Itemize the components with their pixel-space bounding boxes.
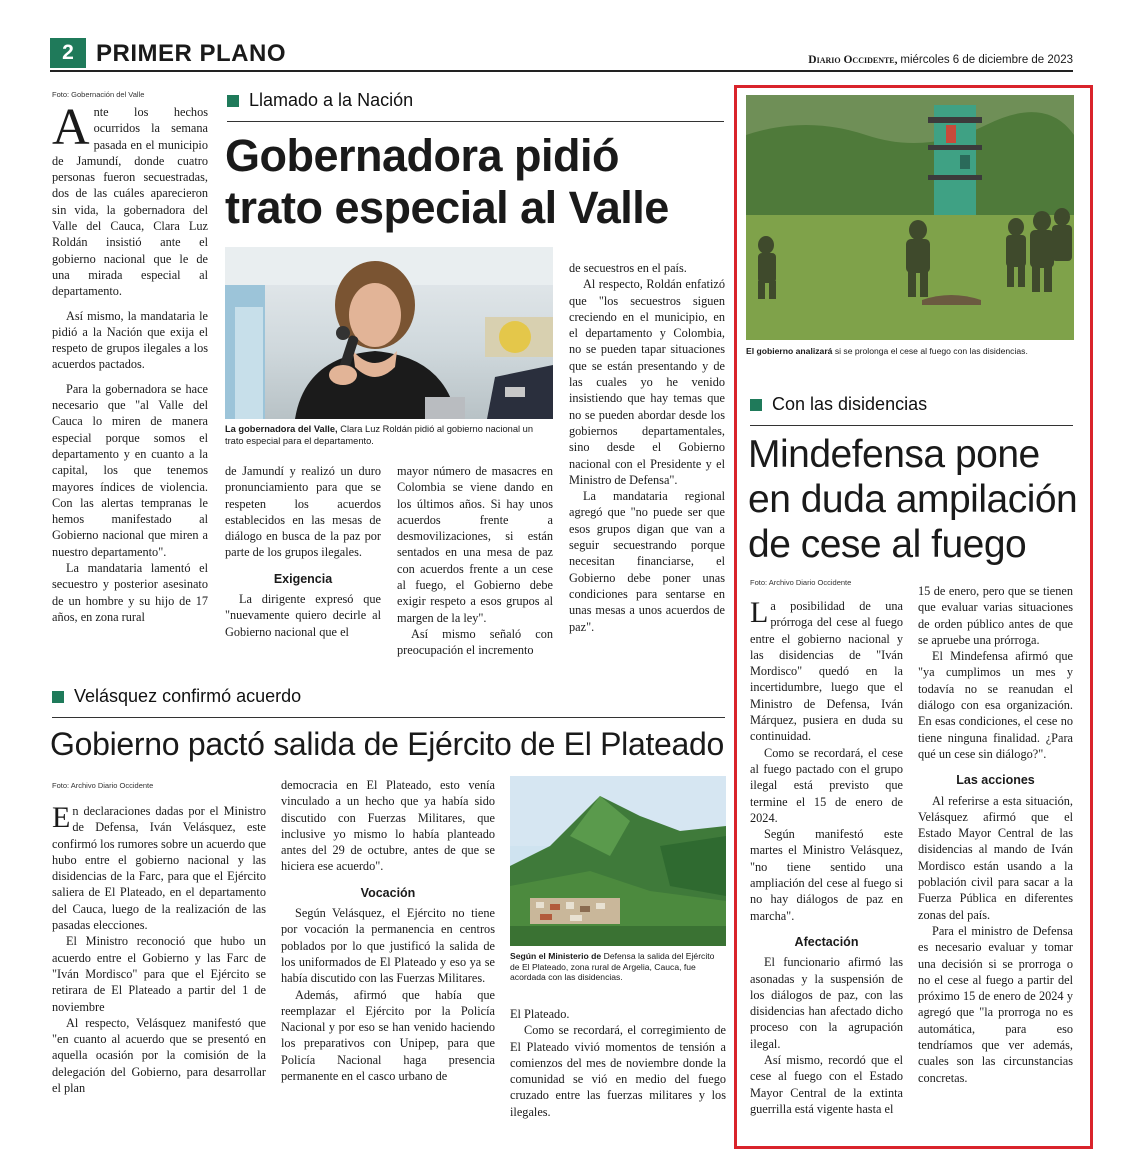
article2-col1 — [52, 803, 266, 1096]
subhead: Las acciones — [956, 773, 1035, 788]
mountain-illustration — [510, 776, 726, 946]
paragraph: El funcionario afirmó las asonadas y la suspensión de los diálogos de paz, con las disidencias han afectado dicho proceso con la agrupación ilegal. — [750, 955, 903, 1051]
kicker-rule — [52, 717, 725, 718]
soldiers-photo — [746, 95, 1074, 340]
paragraph: Al referirse a esta situación, Velásquez afirmó que el Estado Mayor Central de las disidencias al mando de Iván Mordisco están usando a la población civil para sacar a la Fuerza Pública en diferentes zonas del país. — [918, 793, 1073, 922]
kicker-text: Llamado a la Nación — [249, 90, 414, 110]
kicker-text: Velásquez confirmó acuerdo — [74, 686, 302, 706]
article1-col1 — [52, 99, 208, 625]
paragraph: mayor número de masacres en Colombia se viene dando en los últimos años. Si hay unos acuerdos frente a desmovilizaciones, si están sentados en una mesa de paz con acuerdos frente a un cese al fuego, el Gobierno debe exigir respeto a esos grupos al margen de la ley". — [397, 464, 553, 625]
headline: Gobierno pactó salida de Ejército de El Plateado — [50, 726, 725, 762]
caption-bold: El gobierno analizará — [746, 346, 833, 356]
paragraph: Así mismo, recordó que el cese al fuego con el Estado Mayor Central de la extinta guerrilla está vigente hasta el — [750, 1053, 903, 1116]
kicker-text: Con las disidencias — [772, 394, 928, 414]
headline-line: en duda ampilación — [748, 478, 1078, 521]
article2-col2 — [281, 777, 495, 1084]
kicker — [52, 686, 301, 707]
article1-col4 — [569, 260, 725, 635]
masthead-info — [808, 54, 1073, 66]
subhead: Exigencia — [273, 571, 333, 586]
caption-bold: Según el Ministerio de — [510, 951, 602, 961]
paragraph: a posibilidad de una prórroga del cese al fuego entre el gobierno nacional y las disidencias de "Iván Mordisco" quedó en la incertidumbre, luego que el Ministro de Defensa, Iván Márquez, pusiera en duda su continuidad. — [750, 599, 903, 744]
header-rule — [50, 70, 1073, 72]
governor-illustration — [225, 247, 553, 419]
caption-text: Defensa la salida del Ejército de El Plateado, zona rural de Argelia, Cauca, fue acordada con las disidencias. — [510, 951, 715, 983]
dropcap: E — [52, 801, 71, 834]
paragraph: 15 de enero, pero que se tienen que evaluar varias situaciones de orden público antes de que se apruebe una prórroga. — [918, 584, 1073, 647]
paragraph: Como se recordará, el corregimiento de El Plateado vivió momentos de tensión a comienzos del mes de noviembre donde la comunidad se vió en medio del fuego cruzado entre las fuerzas militares y los ilegales. — [510, 1023, 726, 1119]
headline — [225, 130, 669, 234]
headline-line: Mindefensa pone — [748, 433, 1040, 476]
paragraph: Así mismo, la mandataria le pidió a la Nación que exija el respeto de grupos ilegales a los acuerdos pactados. — [52, 308, 208, 372]
paragraph: El Plateado. — [510, 1007, 570, 1021]
paragraph: Para la gobernadora se hace necesario que "al Valle del Cauca lo miren de manera especial porque somos el departamento y en cuanto a la capital, los que tenemos mayores índices de violencia. Con las alertas tempranas le hemos manifestado al Gobierno nacional que miren a nuestro departamento". — [52, 381, 208, 559]
article1-col2 — [225, 463, 381, 640]
photo-caption — [225, 424, 553, 447]
section-square-icon — [750, 399, 762, 411]
kicker-rule — [750, 425, 1073, 426]
dropcap: L — [750, 596, 769, 629]
paragraph: La mandataria lamentó el secuestro y posterior asesinato de un hombre y su hijo de 17 años, en zona rural — [52, 561, 208, 624]
photo-caption — [510, 951, 726, 983]
headline-line: Gobernadora pidió — [225, 130, 620, 181]
paragraph: Para el ministro de Defensa es necesario evaluar y tomar una decisión si se prorroga o no el cese al fuego a partir del próximo 15 de enero de 2024 y agregó que "la prorroga no es automática, para eso tendríamos que ver además, cuales son las circunstancias concretas. — [918, 923, 1073, 1085]
article1-col3 — [397, 463, 553, 659]
paragraph: La dirigente expresó que "nuevamente quiero decirle al Gobierno nacional que el — [225, 592, 381, 639]
paragraph: de secuestros en el país. — [569, 261, 687, 275]
subhead: Vocación — [360, 885, 416, 900]
photo-credit: Foto: Archivo Diario Occidente — [750, 578, 852, 587]
kicker — [227, 90, 413, 111]
paragraph: Además, afirmó que había que reemplazar el Ejército por la Policía Nacional y por eso se han venido haciendo los preparativos con Unipep, para que Policía Nacional haga presencia permanente en el casco urbano de — [281, 987, 495, 1084]
paragraph: El Mindefensa afirmó que "ya cumplimos un mes y todavía no se reanudan el diálogo con esa organización. En esas condiciones, el cese no tiene ninguna finalidad. ¿Para qué un cese sin diálogo?". — [918, 649, 1073, 761]
paragraph: democracia en El Plateado, esto venía vinculado a un hecho que ya había sido discutido con Fuerzas Militares, que inclusive yo mismo lo había planteado antes del 29 de octubre, antes de que se hiciera ese acuerdo". — [281, 778, 495, 874]
section-square-icon — [227, 95, 239, 107]
paragraph: n declaraciones dadas por el Ministro de Defensa, Iván Velásquez, este confirmó los rumores sobre un acuerdo que hubo entre el gobierno nacional y las disidencias de la Farc, para que el Ejército saliera de El Plateado, en el departamento del Cauca, luego de la realización de las pasadas elecciones. — [52, 804, 266, 933]
headline-line: de cese al fuego — [748, 523, 1027, 566]
paragraph: Según manifestó este martes el Ministro Velásquez, "no tiene sentido una ampliación del cese al fuego si no hay diálogos de paz en marcha". — [750, 827, 903, 923]
caption-text: Clara Luz Roldán pidió al gobierno nacional un trato especial para el departamento. — [225, 424, 534, 446]
page-number: 2 — [62, 41, 74, 64]
kicker — [750, 394, 927, 415]
subhead: Afectación — [794, 934, 859, 949]
paragraph: Como se recordará, el cese al fuego pactado con el grupo ilegal está previsto que termine el 15 de enero de 2024. — [750, 745, 903, 825]
paragraph: La mandataria regional agregó que "no puede ser que esos grupos digan que van a seguir secuestrando porque necesitan financiarse, el Gobierno debe poner unas condiciones para sentarse en unas mesas a unos acuerdos de paz". — [569, 489, 725, 634]
article2-col3 — [510, 1006, 726, 1120]
photo-caption — [746, 346, 1076, 358]
paragraph: Al respecto, Velásquez manifestó que "en cuanto al acuerdo que se presentó en aquella ocasión por la comisión de la delegación del Gobierno, para desarrollar el plan — [52, 1015, 266, 1096]
photo-credit: Foto: Gobernación del Valle — [52, 90, 145, 99]
paragraph: El Ministro reconoció que hubo un acuerdo entre el Gobierno y las Farc de "Iván Mordisco" para que el Ejército se retirara de El Plateado a partir del 1 de noviembre — [52, 934, 266, 1014]
plateado-photo — [510, 776, 726, 946]
page-number-box — [50, 38, 86, 68]
article3-col1 — [750, 598, 903, 1117]
paragraph: Según Velásquez, el Ejército no tiene por vocación la permanencia en centros poblados por lo que justificó la salida de los uniformados de El Plateado y eso ya se había discutido con las Fuerzas Militares. — [281, 906, 495, 986]
issue-date: miércoles 6 de diciembre de 2023 — [900, 54, 1073, 66]
section-title: PRIMER PLANO — [96, 40, 287, 67]
headline-line: trato especial al Valle — [225, 182, 669, 233]
headline — [748, 432, 1077, 567]
governor-photo — [225, 247, 553, 419]
paper-name: Diario Occidente, — [808, 54, 898, 66]
caption-bold: La gobernadora del Valle, — [225, 424, 338, 434]
kicker-rule — [227, 121, 724, 122]
photo-credit: Foto: Archivo Diario Occidente — [52, 781, 154, 790]
paragraph: Al respecto, Roldán enfatizó que "los secuestros siguen creciendo en el municipio, en el departamento y Colombia, no se pueden tapar situaciones que se están presentando y de las cuales yo he venido insistiendo que hay temas que no se pueden abordar desde los gobiernos departamentales, sino desde el Gobierno nacional con el Presidente y el Ministro de Defensa". — [569, 277, 725, 487]
soldiers-illustration — [746, 95, 1074, 340]
paragraph: de Jamundí y realizó un duro pronunciamiento para que se respeten los acuerdos establecidos en las mesas de diálogo en busca de la paz por parte de los grupos ilegales. — [225, 464, 381, 560]
paragraph: nte los hechos ocurridos la semana pasada en el municipio de Jamundí, donde cuatro personas fueron secuestradas, dos de las cuáles aparecieron sin vida, la gobernadora del Valle del Cauca, Clara Luz Roldán insistió ante el gobierno nacional que le de una mirada especial al departamento. — [52, 105, 208, 299]
article3-col2 — [918, 583, 1073, 1086]
caption-text: si se prolonga el cese al fuego con las disidencias. — [834, 346, 1028, 356]
paragraph: Así mismo señaló con preocupación el incremento — [397, 626, 553, 658]
dropcap: A — [52, 99, 90, 156]
section-square-icon — [52, 691, 64, 703]
